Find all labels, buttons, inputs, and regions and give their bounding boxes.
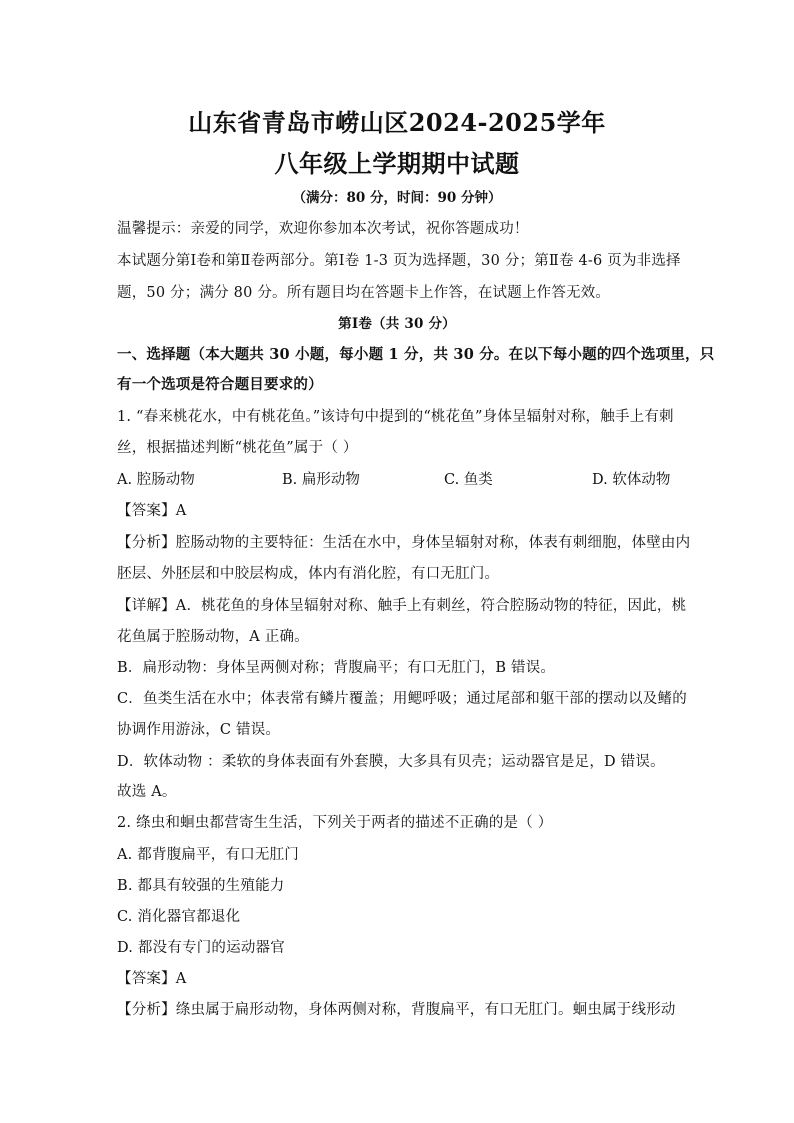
- q1-option-a: A. 腔肠动物: [117, 472, 195, 488]
- q1-stem-line2: 丝，根据描述判断“桃花鱼”属于（ ）: [117, 440, 358, 456]
- q1-option-c: C. 鱼类: [444, 472, 493, 488]
- q1-answer: 【答案】A: [117, 503, 187, 519]
- q1-option-d: D. 软体动物: [592, 472, 671, 488]
- intro-desc-line1: 本试题分第Ⅰ卷和第Ⅱ卷两部分。第Ⅰ卷 1-3 页为选择题，30 分；第Ⅱ卷 4-6 页为非选择: [117, 253, 681, 269]
- score-info: （满分：80 分，时间：90 分钟）: [292, 190, 502, 206]
- q2-option-b: B. 都具有较强的生殖能力: [117, 878, 285, 894]
- q1-detail-c-line1: C．鱼类生活在水中；体表常有鳞片覆盖；用鳃呼吸；通过尾部和躯干部的摆动以及鳍的: [117, 691, 687, 707]
- q1-detail-b: B．扁形动物：身体呈两侧对称；背腹扁平；有口无肛门，B 错误。: [117, 660, 556, 676]
- exam-title-line1: 山东省青岛市崂山区2024-2025学年: [188, 108, 606, 137]
- q1-conclusion: 故选 A。: [117, 784, 177, 800]
- q2-option-d: D. 都没有专门的运动器官: [117, 940, 285, 956]
- intro-tip: 温馨提示：亲爱的同学，欢迎你参加本次考试，祝你答题成功！: [117, 221, 529, 237]
- section-heading-line2: 有一个选项是符合题目要求的）: [117, 376, 323, 393]
- q1-analysis-line2: 胚层、外胚层和中胶层构成，体内有消化腔，有口无肛门。: [117, 566, 500, 582]
- q1-detail-c-line2: 协调作用游泳，C 错误。: [117, 722, 281, 738]
- q1-detail-line2: 花鱼属于腔肠动物，A 正确。: [117, 629, 309, 645]
- q2-option-a: A. 都背腹扁平，有口无肛门: [117, 847, 299, 863]
- exam-title-line2: 八年级上学期期中试题: [274, 149, 520, 178]
- q2-option-c: C. 消化器官都退化: [117, 909, 241, 925]
- intro-desc-line2: 题，50 分；满分 80 分。所有题目均在答题卡上作答，在试题上作答无效。: [117, 285, 611, 301]
- q1-detail-d: D．软体动物 ：柔软的身体表面有外套膜，大多具有贝壳；运动器官是足，D 错误。: [117, 754, 665, 770]
- section-heading-line1: 一、选择题（本大题共 30 小题，每小题 1 分，共 30 分。在以下每小题的四个选项里，只: [117, 346, 715, 363]
- q2-answer: 【答案】A: [117, 971, 187, 987]
- volume-title: 第Ⅰ卷（共 30 分）: [338, 316, 456, 332]
- q1-stem-line1: 1. “春来桃花水，中有桃花鱼。”该诗句中提到的“桃花鱼”身体呈辐射对称，触手上有刺: [117, 409, 674, 425]
- q1-option-b: B. 扁形动物: [282, 472, 360, 488]
- q2-stem: 2. 绦虫和蛔虫都营寄生生活，下列关于两者的描述不正确的是（ ）: [117, 815, 553, 831]
- q2-analysis-line1: 【分析】绦虫属于扁形动物，身体两侧对称，背腹扁平，有口无肛门。蛔虫属于线形动: [117, 1002, 676, 1018]
- q1-analysis-line1: 【分析】腔肠动物的主要特征：生活在水中，身体呈辐射对称，体表有刺细胞，体壁由内: [117, 535, 691, 551]
- q1-detail-line1: 【详解】A．桃花鱼的身体呈辐射对称、触手上有刺丝，符合腔肠动物的特征，因此，桃: [117, 598, 687, 614]
